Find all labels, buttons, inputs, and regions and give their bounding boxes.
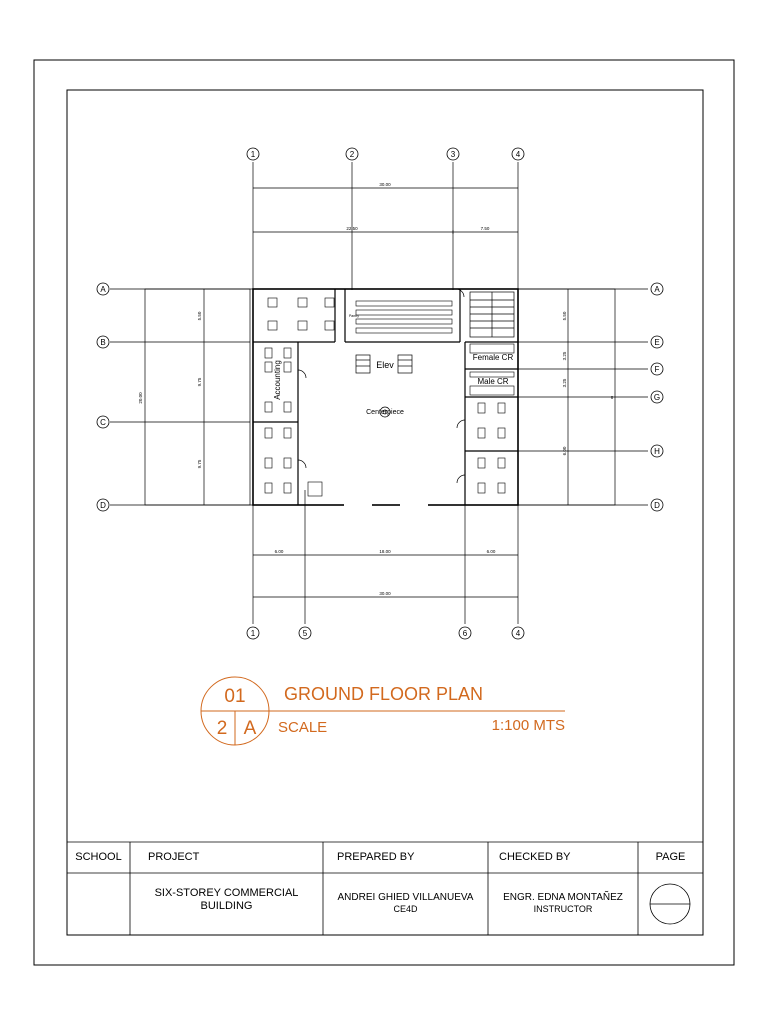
floor-plan xyxy=(110,162,648,624)
dim-top-left: 22.50 xyxy=(346,226,358,231)
school-header: SCHOOL xyxy=(75,851,122,863)
dim-top-overall: 30.00 xyxy=(379,182,391,187)
dim-right-ef: 3.25 xyxy=(562,351,567,361)
grid-label-top-4: 4 xyxy=(515,150,521,159)
grid-bubbles xyxy=(97,148,663,639)
dim-bottom-left: 6.00 xyxy=(274,549,284,554)
dim-bottom-right: 6.00 xyxy=(486,549,496,554)
drawing-number: 01 xyxy=(224,686,246,707)
prepared-name: ANDREI GHIED VILLANUEVA xyxy=(337,892,474,903)
grid-label-bottom-4: 4 xyxy=(515,629,521,638)
checked-title: INSTRUCTOR xyxy=(533,904,593,914)
project-name-line2: BUILDING xyxy=(200,900,253,912)
dim-right-gh: 8 xyxy=(610,395,614,400)
grid-label-top-3: 3 xyxy=(450,150,456,159)
scale-value: 1:100 MTS xyxy=(491,717,565,734)
dim-left-ab: 5.50 xyxy=(197,311,202,321)
grid-label-left-a: A xyxy=(100,285,106,294)
grid-label-top-1: 1 xyxy=(250,150,256,159)
dim-bottom-overall: 30.00 xyxy=(379,591,391,596)
checked-name: ENGR. EDNA MONTAÑEZ xyxy=(503,892,623,903)
prepared-by xyxy=(323,891,488,914)
drawing-title: GROUND FLOOR PLAN xyxy=(284,684,484,704)
dim-right-fg: 3.25 xyxy=(562,378,567,388)
dim-top-right: 7.50 xyxy=(480,226,490,231)
prepared-header: PREPARED BY xyxy=(337,851,415,863)
grid-label-bottom-6: 6 xyxy=(462,629,468,638)
room-label-pantry: Pantry xyxy=(348,314,360,318)
drawing-title-block xyxy=(201,677,565,745)
grid-label-right-a: A xyxy=(654,285,660,294)
room-label-centerpiece: Centerpiece xyxy=(366,409,404,416)
grid-label-left-b: B xyxy=(100,338,106,347)
grid-label-right-h: H xyxy=(654,447,660,456)
grid-label-right-d: D xyxy=(654,501,660,510)
sheet-number: 2 xyxy=(216,718,228,739)
grid-label-right-e: E xyxy=(654,338,660,347)
grid-label-right-g: G xyxy=(653,393,661,402)
grid-label-bottom-1: 1 xyxy=(250,629,256,638)
scale-label: SCALE xyxy=(278,719,328,736)
grid-label-right-f: F xyxy=(654,365,660,374)
page-header: PAGE xyxy=(655,851,686,863)
dim-left-cd: 9.75 xyxy=(197,459,202,469)
checked-header: CHECKED BY xyxy=(499,851,571,863)
grid-label-top-2: 2 xyxy=(349,150,355,159)
room-label-male-cr: Male CR xyxy=(477,377,509,386)
dim-left-overall: 20.00 xyxy=(138,392,143,404)
grid-label-bottom-5: 5 xyxy=(302,629,308,638)
sheet-letter: A xyxy=(243,718,257,739)
project-header: PROJECT xyxy=(148,851,200,863)
outer-border xyxy=(34,60,734,965)
room-label-accounting: Accounting xyxy=(273,360,282,400)
inner-border xyxy=(67,90,703,935)
dim-right-hd: 6.00 xyxy=(562,446,567,456)
room-label-female-cr: Female CR xyxy=(472,353,514,362)
grid-label-left-d: D xyxy=(100,501,106,510)
grid-label-left-c: C xyxy=(100,418,106,427)
project-name xyxy=(130,887,323,913)
prepared-section: CE4D xyxy=(393,904,418,914)
dim-right-ae: 5.50 xyxy=(562,311,567,321)
room-label-elevator: Elev xyxy=(376,360,394,370)
project-name-line1: SIX-STOREY COMMERCIAL xyxy=(154,887,299,899)
dim-left-bc: 9.75 xyxy=(197,377,202,387)
checked-by xyxy=(488,891,638,914)
dim-bottom-mid: 18.00 xyxy=(379,549,391,554)
